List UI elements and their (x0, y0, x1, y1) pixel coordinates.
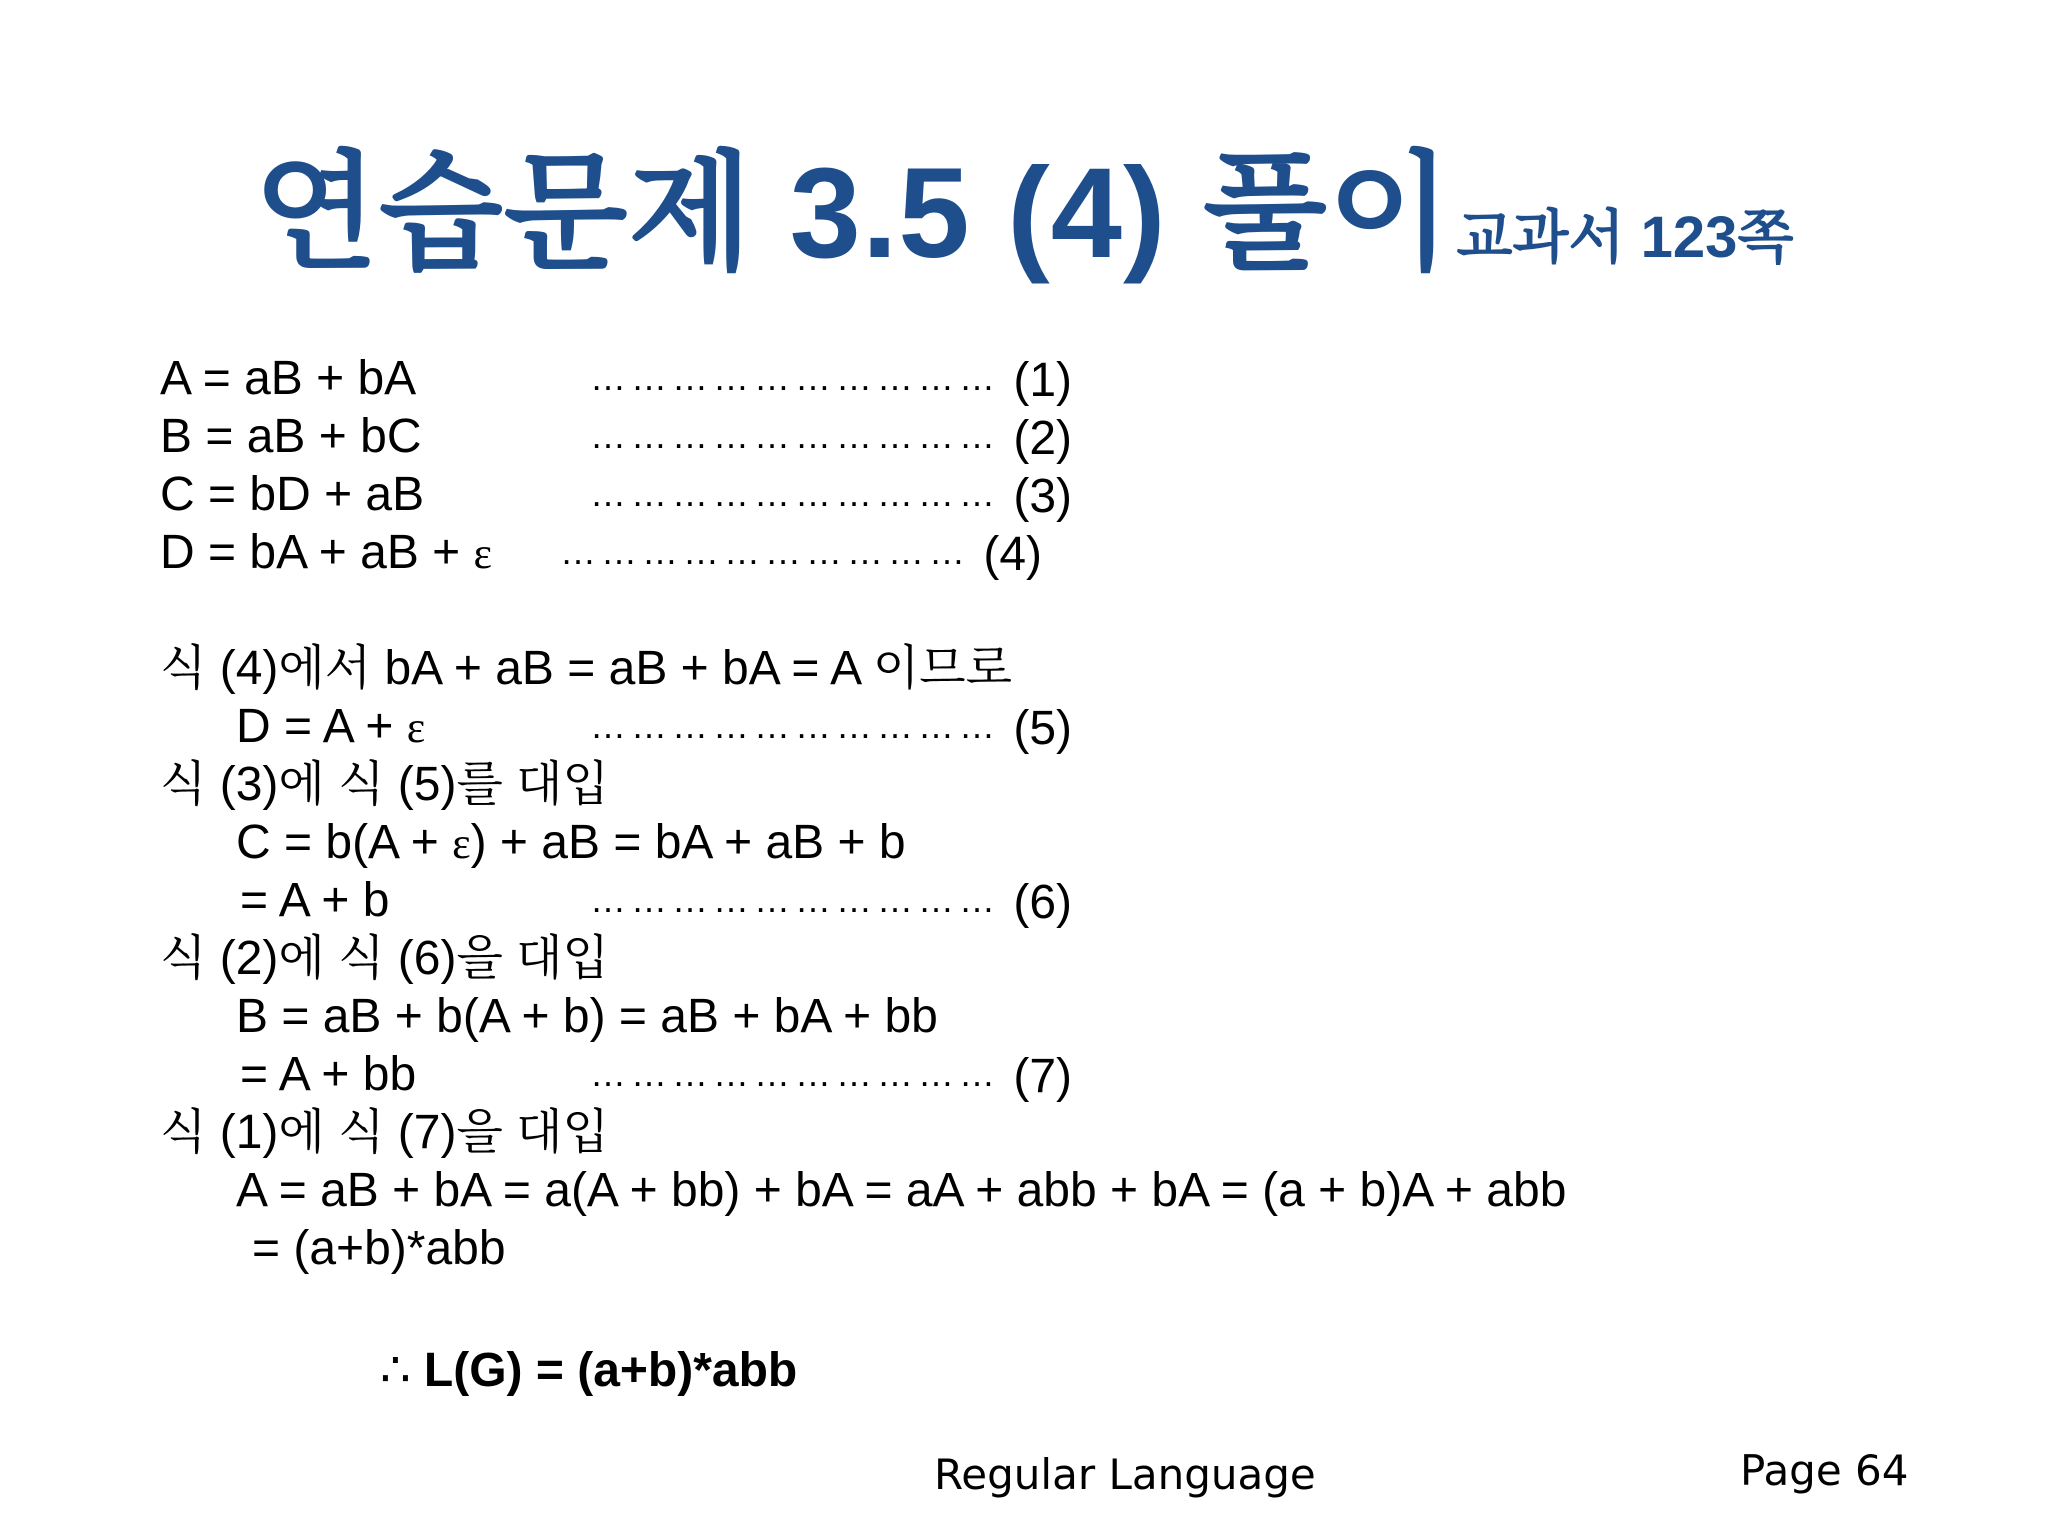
dot-leader: ………………………… (590, 357, 1000, 398)
equation-4-lhs: D = bA + aB + (160, 526, 474, 579)
dot-leader: ………………………… (590, 705, 1000, 746)
dot-leader: ………………………… (590, 473, 1000, 514)
dot-leader: ………………………… (590, 415, 1000, 456)
equation-6-number: (6) (1013, 876, 1073, 929)
title-reference: 교과서 123쪽 (1456, 205, 1794, 270)
step-4-equation-1: A = aB + bA = a(A + bb) + bA = aA + abb + bA = (a + b)A + abb (236, 1164, 1567, 1217)
step-2-equation-1-a: C = b(A + (236, 816, 453, 869)
equation-2 (160, 408, 422, 466)
equation-3-lhs: C = bD + aB (160, 468, 425, 521)
equation-6-leader (590, 874, 1072, 935)
epsilon-symbol: ε (473, 529, 493, 578)
step-2-equation-1 (236, 814, 906, 873)
equation-1 (160, 350, 416, 408)
equation-2-leader (590, 410, 1072, 471)
equation-5-number: (5) (1013, 702, 1073, 755)
conclusion (380, 1342, 797, 1400)
equation-3-leader (590, 468, 1072, 529)
step-3-equation-1: B = aB + b(A + b) = aB + bA + bb (236, 990, 938, 1043)
step-2-equation-2: = A + b (240, 874, 390, 927)
conclusion-text: L(G) = (a+b)*abb (423, 1344, 798, 1397)
dot-leader: ………………………… (590, 879, 1000, 920)
equation-2-number: (2) (1013, 412, 1073, 465)
equation-2-lhs: B = aB + bC (160, 410, 422, 463)
equation-4-leader (560, 526, 1042, 587)
step-3-heading: 식 (2)에 식 (6)을 대입 (160, 932, 609, 985)
equation-1-leader (590, 352, 1072, 413)
step-4-heading: 식 (1)에 식 (7)을 대입 (160, 1106, 609, 1159)
equation-3 (160, 466, 424, 524)
equation-3-number: (3) (1013, 470, 1073, 523)
equation-4-number: (4) (983, 528, 1043, 581)
step-2-equation-1-b: ) + aB = bA + aB + b (470, 816, 906, 869)
slide-title (0, 142, 2048, 285)
equation-1-number: (1) (1013, 354, 1073, 407)
step-1-equation (236, 698, 425, 757)
title-main: 연습문제 3.5 (4) 풀이 (254, 142, 1453, 285)
footer-title: Regular Language (934, 1450, 1316, 1499)
step-1-equation-text: D = A + (236, 700, 407, 753)
step-3-equation-2: = A + bb (240, 1048, 417, 1101)
epsilon-symbol: ε (406, 703, 426, 752)
dot-leader: ………………………… (590, 1053, 1000, 1094)
dot-leader: ………………………… (560, 531, 970, 572)
step-4-equation-2: = (a+b)*abb (252, 1222, 506, 1275)
equation-7-leader (590, 1048, 1072, 1109)
equation-7-number: (7) (1013, 1050, 1073, 1103)
equation-1-lhs: A = aB + bA (160, 352, 417, 405)
page-number: Page 64 (1740, 1446, 1909, 1495)
step-1-heading: 식 (4)에서 bA + aB = aB + bA = A 이므로 (160, 642, 1012, 695)
equation-4 (160, 524, 492, 583)
therefore-symbol: ∴ (380, 1344, 411, 1397)
epsilon-symbol: ε (452, 819, 471, 868)
step-2-heading: 식 (3)에 식 (5)를 대입 (160, 758, 609, 811)
equation-5-leader (590, 700, 1072, 761)
